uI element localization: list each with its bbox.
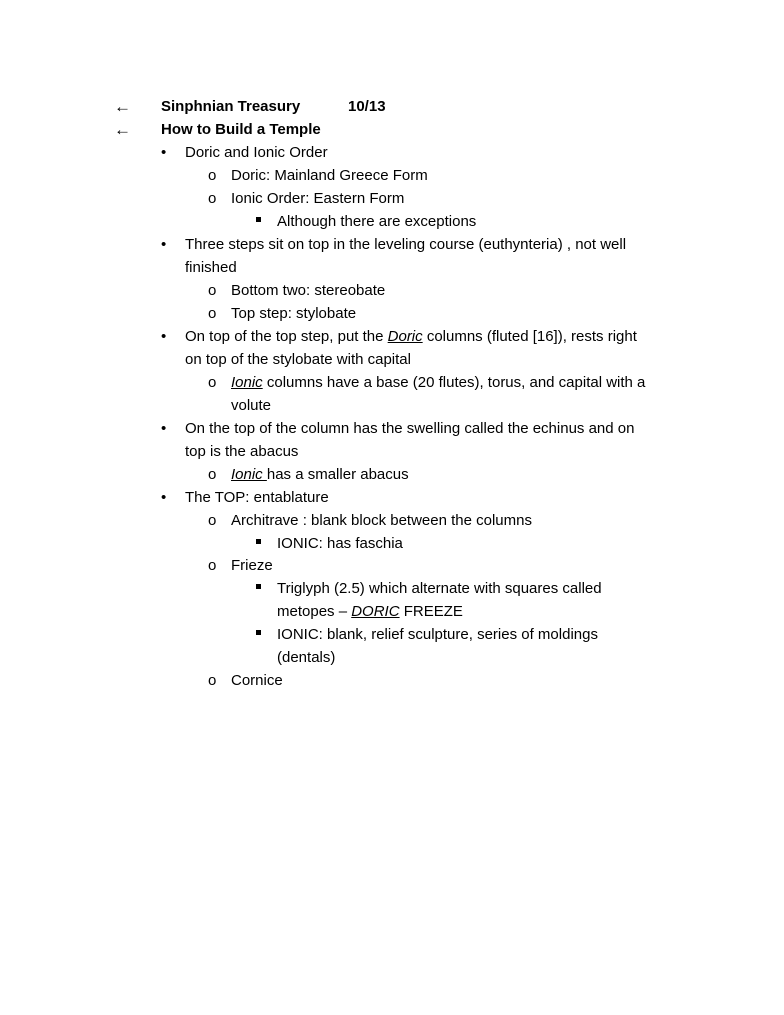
bullet-icon: • — [161, 236, 167, 253]
circle-bullet-icon: o — [208, 282, 217, 299]
list-item: Doric: Mainland Greece Form — [231, 167, 428, 184]
list-item: Frieze — [231, 557, 273, 574]
list-item-continuation: finished — [185, 259, 237, 276]
back-arrow-icon: ← — [114, 97, 131, 116]
circle-bullet-icon: o — [208, 374, 217, 391]
list-item — [185, 325, 637, 348]
list-item-continuation: top is the abacus — [185, 443, 299, 460]
circle-bullet-icon: o — [208, 512, 217, 529]
text-run: columns have a base (20 flutes), torus, and capital with a — [262, 374, 646, 391]
circle-bullet-icon: o — [208, 557, 217, 574]
list-item: Although there are exceptions — [277, 213, 477, 230]
list-item-continuation: volute — [231, 397, 272, 414]
emphasis-ionic: Ionic — [231, 466, 267, 483]
back-arrow-icon: ← — [114, 120, 131, 139]
bullet-icon: • — [161, 144, 167, 161]
circle-bullet-icon: o — [208, 466, 217, 483]
list-item: IONIC: has faschia — [277, 535, 403, 552]
list-item-continuation — [277, 600, 463, 623]
text-run: has a smaller abacus — [266, 466, 409, 483]
page-title: Sinphnian Treasury — [161, 98, 301, 115]
emphasis-doric: DORIC — [351, 603, 400, 620]
bullet-icon: • — [161, 489, 167, 506]
list-item — [231, 463, 409, 486]
circle-bullet-icon: o — [208, 167, 217, 184]
bullet-icon: • — [161, 420, 167, 437]
circle-bullet-icon: o — [208, 190, 217, 207]
list-item: The TOP: entablature — [185, 489, 329, 506]
list-item: Bottom two: stereobate — [231, 282, 386, 299]
list-item: Triglyph (2.5) which alternate with squares called — [277, 580, 602, 597]
square-bullet-icon — [256, 584, 261, 589]
emphasis-ionic: Ionic — [231, 374, 263, 391]
list-item-continuation: (dentals) — [277, 649, 336, 666]
note-date: 10/13 — [348, 98, 386, 115]
list-item: Ionic Order: Eastern Form — [231, 190, 405, 207]
text-run: FREEZE — [399, 603, 463, 620]
text-run: columns (fluted [16]), rests right — [422, 328, 637, 345]
list-item: Doric and Ionic Order — [185, 144, 328, 161]
section-heading: How to Build a Temple — [161, 121, 321, 138]
bullet-icon: • — [161, 328, 167, 345]
list-item — [231, 371, 645, 394]
text-run: metopes – — [277, 603, 352, 620]
list-item: Three steps sit on top in the leveling course (euthynteria) , not well — [185, 236, 627, 253]
square-bullet-icon — [256, 217, 261, 222]
list-item-continuation: on top of the stylobate with capital — [185, 351, 411, 368]
emphasis-doric: Doric — [387, 328, 423, 345]
square-bullet-icon — [256, 539, 261, 544]
circle-bullet-icon: o — [208, 672, 217, 689]
list-item: Cornice — [231, 672, 283, 689]
list-item: Top step: stylobate — [231, 305, 357, 322]
list-item: Architrave : blank block between the columns — [231, 512, 532, 529]
circle-bullet-icon: o — [208, 305, 217, 322]
list-item: On the top of the column has the swelling called the echinus and on — [185, 420, 635, 437]
square-bullet-icon — [256, 630, 261, 635]
list-item: IONIC: blank, relief sculpture, series of moldings — [277, 626, 598, 643]
text-run: On top of the top step, put the — [185, 328, 388, 345]
